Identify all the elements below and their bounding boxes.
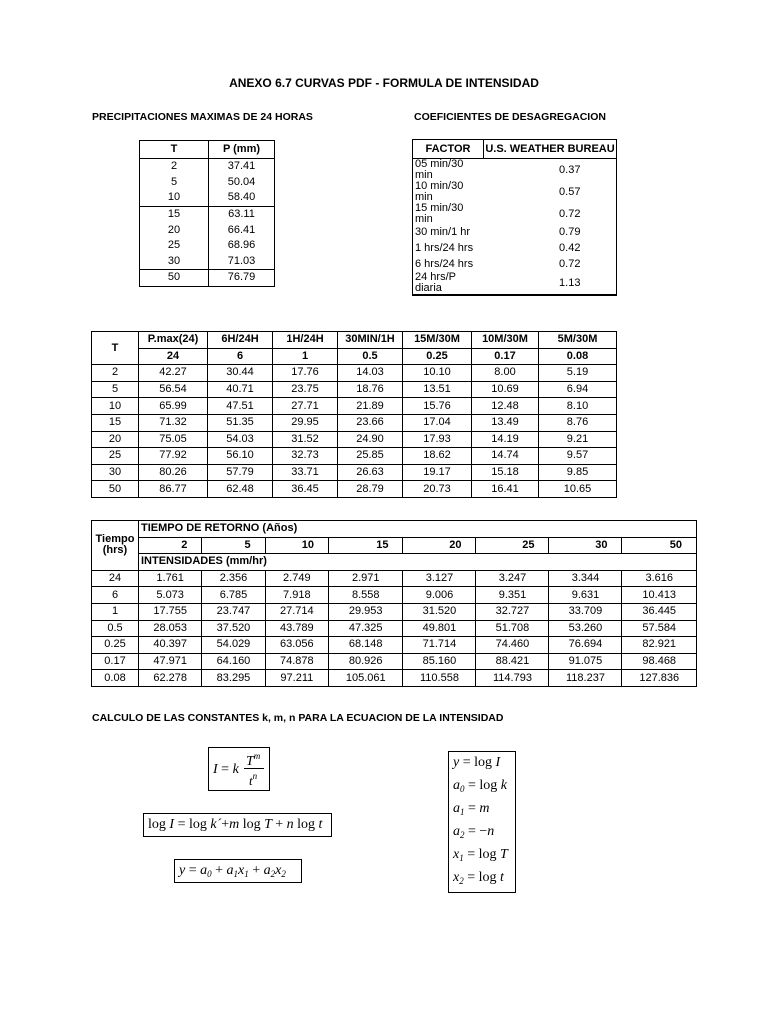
- table-cell: 25: [140, 238, 209, 254]
- intens-table: [91, 520, 697, 687]
- table-cell: 42.27: [139, 365, 208, 382]
- table-cell: 8.10: [539, 398, 617, 415]
- table-cell: 85.160: [403, 653, 476, 670]
- table-cell: 68.96: [209, 238, 275, 254]
- table-cell: 75.05: [139, 431, 208, 448]
- precip-header-t: T: [140, 141, 209, 159]
- table-cell: 30: [140, 254, 209, 270]
- table-cell: 32.73: [273, 448, 338, 465]
- table-row: [92, 670, 697, 687]
- desag-header-5m: 5M/30M: [539, 332, 617, 349]
- table-cell: 56.10: [208, 448, 273, 465]
- coef-header-factor: FACTOR: [413, 140, 484, 159]
- table-cell: 20.73: [403, 481, 472, 498]
- table-cell: 57.79: [208, 464, 273, 481]
- table-cell: 1: [92, 603, 139, 620]
- desag-header-1h: 1H/24H: [273, 332, 338, 349]
- table-cell: 68.148: [328, 637, 402, 654]
- table-row: [92, 431, 617, 448]
- table-row: [92, 570, 697, 587]
- calc-section-title: CALCULO DE LAS CONSTANTES k, m, n PARA LA ECUACION DE LA INTENSIDAD: [92, 712, 504, 724]
- period-header: 25: [476, 537, 549, 554]
- table-cell: 56.54: [139, 381, 208, 398]
- table-row: [140, 190, 275, 206]
- table-row: [140, 175, 275, 191]
- table-row: [92, 464, 617, 481]
- table-cell: 114.793: [476, 670, 549, 687]
- table-cell: 21.89: [338, 398, 403, 415]
- table-subheader: 0.25: [403, 348, 472, 365]
- table-row: [140, 206, 275, 222]
- table-subheader: 24: [139, 348, 208, 365]
- formula-definitions: y = log I $a_0 = \log k$ $a_1 = m$ $a_2 = -n$ $x_1 = \log T$ $x_2 = \log t$: [448, 751, 516, 893]
- table-cell: 15.76: [403, 398, 472, 415]
- table-row: [413, 181, 617, 203]
- intens-header-retorno: TIEMPO DE RETORNO (Años): [139, 521, 697, 538]
- table-cell: 91.075: [549, 653, 622, 670]
- table-cell: 10 min/30 min: [415, 180, 464, 203]
- table-row: [92, 620, 697, 637]
- table-cell: 2: [92, 365, 139, 382]
- table-cell: 13.51: [403, 381, 472, 398]
- table-cell: 3.344: [549, 570, 622, 587]
- table-cell: 40.71: [208, 381, 273, 398]
- table-cell: 30.44: [208, 365, 273, 382]
- table-row: [92, 481, 617, 498]
- table-cell: 0.79: [559, 226, 581, 239]
- table-cell: 40.397: [139, 637, 202, 654]
- table-cell: 0.5: [92, 620, 139, 637]
- table-row: [92, 603, 697, 620]
- page-title: ANEXO 6.7 CURVAS PDF - FORMULA DE INTENSIDAD: [229, 76, 539, 90]
- period-header: 15: [328, 537, 402, 554]
- desag-header-6h: 6H/24H: [208, 332, 273, 349]
- table-row: [413, 203, 617, 225]
- table-cell: 10: [92, 398, 139, 415]
- table-cell: 49.801: [403, 620, 476, 637]
- table-cell: 14.03: [338, 365, 403, 382]
- period-header: 5: [202, 537, 265, 554]
- table-cell: 88.421: [476, 653, 549, 670]
- table-cell: 50: [140, 270, 209, 287]
- table-cell: 71.714: [403, 637, 476, 654]
- table-cell: 76.694: [549, 637, 622, 654]
- table-subheader: 6: [208, 348, 273, 365]
- precip-header-p: P (mm): [209, 141, 275, 159]
- table-cell: 71.03: [209, 254, 275, 270]
- table-cell: 9.006: [403, 587, 476, 604]
- table-cell: 26.63: [338, 464, 403, 481]
- table-cell: 2.971: [328, 570, 402, 587]
- table-cell: 9.85: [539, 464, 617, 481]
- table-cell: 37.41: [209, 159, 275, 175]
- table-cell: 31.52: [273, 431, 338, 448]
- table-cell: 53.260: [549, 620, 622, 637]
- table-cell: 30: [92, 464, 139, 481]
- table-row: [92, 365, 617, 382]
- table-cell: 14.19: [472, 431, 539, 448]
- table-cell: 2.749: [265, 570, 328, 587]
- table-subheader: 0.08: [539, 348, 617, 365]
- desag-header-15m: 15M/30M: [403, 332, 472, 349]
- table-cell: 86.77: [139, 481, 208, 498]
- precip-section-title: PRECIPITACIONES MAXIMAS DE 24 HORAS: [92, 111, 313, 123]
- table-cell: 64.160: [202, 653, 265, 670]
- table-cell: 47.325: [328, 620, 402, 637]
- desag-header-30min: 30MIN/1H: [338, 332, 403, 349]
- coef-table: [412, 139, 617, 296]
- table-cell: 15.18: [472, 464, 539, 481]
- table-cell: 9.21: [539, 431, 617, 448]
- table-cell: 18.62: [403, 448, 472, 465]
- table-cell: 57.584: [622, 620, 697, 637]
- table-cell: 24 hrs/P diaria: [413, 272, 484, 295]
- table-cell: 15: [92, 414, 139, 431]
- table-row: [140, 238, 275, 254]
- table-cell: 6 hrs/24 hrs: [415, 257, 474, 270]
- table-cell: 18.76: [338, 381, 403, 398]
- table-cell: 0.25: [92, 637, 139, 654]
- formula-intensity: I = k $T^m$ $t^n$: [208, 747, 270, 791]
- table-cell: 05 min/30 min: [415, 158, 464, 181]
- table-cell: 13.49: [472, 414, 539, 431]
- desag-table: [91, 331, 617, 498]
- table-cell: 47.51: [208, 398, 273, 415]
- table-row: [92, 637, 697, 654]
- table-cell: 105.061: [328, 670, 402, 687]
- period-header: 20: [403, 537, 476, 554]
- desag-header-pmax: P.max(24): [139, 332, 208, 349]
- table-cell: 8.76: [539, 414, 617, 431]
- table-row: [92, 448, 617, 465]
- table-cell: 6: [92, 587, 139, 604]
- table-cell: 127.836: [622, 670, 697, 687]
- table-cell: 0.57: [559, 185, 581, 198]
- table-cell: 82.921: [622, 637, 697, 654]
- table-cell: 1.761: [139, 570, 202, 587]
- table-cell: 71.32: [139, 414, 208, 431]
- table-cell: 0.17: [92, 653, 139, 670]
- table-cell: 15 min/30 min: [415, 202, 464, 225]
- precip-table: [139, 140, 275, 287]
- table-cell: 20: [92, 431, 139, 448]
- table-row: [140, 270, 275, 287]
- table-cell: 32.727: [476, 603, 549, 620]
- table-cell: 19.17: [403, 464, 472, 481]
- intens-tiempo-label: Tiempo (hrs): [95, 533, 135, 557]
- table-cell: 27.71: [273, 398, 338, 415]
- table-cell: 27.714: [265, 603, 328, 620]
- table-cell: 58.40: [209, 190, 275, 206]
- table-cell: 54.03: [208, 431, 273, 448]
- table-row: [140, 159, 275, 175]
- table-cell: 6.94: [539, 381, 617, 398]
- table-cell: 62.278: [139, 670, 202, 687]
- table-cell: 83.295: [202, 670, 265, 687]
- table-row: [92, 587, 697, 604]
- table-subheader: 1: [273, 348, 338, 365]
- table-row: [413, 159, 617, 182]
- table-cell: 74.460: [476, 637, 549, 654]
- intens-header-intensidades: INTENSIDADES (mm/hr): [139, 554, 697, 571]
- table-cell: 17.76: [273, 365, 338, 382]
- table-cell: 24.90: [338, 431, 403, 448]
- period-header: 10: [265, 537, 328, 554]
- table-cell: 28.053: [139, 620, 202, 637]
- period-header: 50: [622, 537, 697, 554]
- table-cell: 30 min/1 hr: [415, 226, 471, 239]
- table-cell: 66.41: [209, 222, 275, 238]
- table-row: [92, 414, 617, 431]
- table-cell: 7.918: [265, 587, 328, 604]
- table-cell: 5: [92, 381, 139, 398]
- table-cell: 80.26: [139, 464, 208, 481]
- table-row: [140, 254, 275, 270]
- table-cell: 98.468: [622, 653, 697, 670]
- table-cell: 6.785: [202, 587, 265, 604]
- table-cell: 5.073: [139, 587, 202, 604]
- period-header: 2: [139, 537, 202, 554]
- table-cell: 10.10: [403, 365, 472, 382]
- table-cell: 15: [140, 206, 209, 222]
- table-row: [140, 222, 275, 238]
- table-cell: 0.08: [92, 670, 139, 687]
- table-cell: 0.37: [559, 163, 581, 176]
- table-cell: 14.74: [472, 448, 539, 465]
- table-cell: 33.71: [273, 464, 338, 481]
- period-header: 30: [549, 537, 622, 554]
- table-cell: 9.631: [549, 587, 622, 604]
- table-cell: 9.351: [476, 587, 549, 604]
- table-cell: 17.93: [403, 431, 472, 448]
- table-cell: 77.92: [139, 448, 208, 465]
- table-cell: 97.211: [265, 670, 328, 687]
- table-cell: 50.04: [209, 175, 275, 191]
- table-cell: 5: [140, 175, 209, 191]
- table-cell: 2: [140, 159, 209, 175]
- table-cell: 25: [92, 448, 139, 465]
- table-cell: 12.48: [472, 398, 539, 415]
- table-cell: 62.48: [208, 481, 273, 498]
- table-cell: 16.41: [472, 481, 539, 498]
- table-row: [413, 272, 617, 295]
- coef-section-title: COEFICIENTES DE DESAGREGACION: [414, 111, 606, 123]
- table-cell: 37.520: [202, 620, 265, 637]
- table-cell: 65.99: [139, 398, 208, 415]
- table-cell: 20: [140, 222, 209, 238]
- table-cell: 23.66: [338, 414, 403, 431]
- table-cell: 51.35: [208, 414, 273, 431]
- table-cell: 118.237: [549, 670, 622, 687]
- table-cell: 17.755: [139, 603, 202, 620]
- table-cell: 25.85: [338, 448, 403, 465]
- table-cell: 28.79: [338, 481, 403, 498]
- formula-linear: $y = a_0 + a_1x_1 + a_2x_2$: [174, 859, 302, 883]
- table-cell: 3.127: [403, 570, 476, 587]
- formula-log: log I = log k´+m log T + n log t: [143, 813, 332, 837]
- table-row: [92, 381, 617, 398]
- table-cell: 10.65: [539, 481, 617, 498]
- table-cell: 50: [92, 481, 139, 498]
- table-cell: 3.247: [476, 570, 549, 587]
- table-cell: 110.558: [403, 670, 476, 687]
- table-cell: 5.19: [539, 365, 617, 382]
- table-cell: 36.45: [273, 481, 338, 498]
- table-cell: 10.413: [622, 587, 697, 604]
- table-cell: 2.356: [202, 570, 265, 587]
- table-cell: 3.616: [622, 570, 697, 587]
- table-cell: 63.056: [265, 637, 328, 654]
- table-row: [92, 653, 697, 670]
- table-cell: 51.708: [476, 620, 549, 637]
- table-row: [413, 225, 617, 241]
- table-cell: 17.04: [403, 414, 472, 431]
- coef-header-bureau: U.S. WEATHER BUREAU: [484, 140, 617, 159]
- desag-header-t: T: [92, 332, 139, 365]
- table-row: [92, 398, 617, 415]
- table-cell: 10.69: [472, 381, 539, 398]
- table-subheader: 0.17: [472, 348, 539, 365]
- table-cell: 9.57: [539, 448, 617, 465]
- table-cell: 54.029: [202, 637, 265, 654]
- table-cell: 47.971: [139, 653, 202, 670]
- table-cell: 63.11: [209, 206, 275, 222]
- table-cell: 36.445: [622, 603, 697, 620]
- table-cell: 74.878: [265, 653, 328, 670]
- table-cell: 0.42: [559, 242, 581, 255]
- table-cell: 1.13: [484, 272, 617, 295]
- table-cell: 31.520: [403, 603, 476, 620]
- table-cell: 1 hrs/24 hrs: [415, 242, 474, 255]
- table-cell: 33.709: [549, 603, 622, 620]
- table-cell: 23.75: [273, 381, 338, 398]
- table-cell: 23.747: [202, 603, 265, 620]
- table-cell: 8.00: [472, 365, 539, 382]
- table-cell: 29.953: [328, 603, 402, 620]
- table-row: [413, 241, 617, 257]
- table-cell: 10: [140, 190, 209, 206]
- table-cell: 43.789: [265, 620, 328, 637]
- table-cell: 29.95: [273, 414, 338, 431]
- table-row: [413, 256, 617, 272]
- desag-header-10m: 10M/30M: [472, 332, 539, 349]
- table-cell: 76.79: [209, 270, 275, 287]
- table-cell: 80.926: [328, 653, 402, 670]
- table-cell: 24: [92, 570, 139, 587]
- table-cell: 8.558: [328, 587, 402, 604]
- table-cell: 0.72: [559, 257, 581, 270]
- table-subheader: 0.5: [338, 348, 403, 365]
- table-cell: 0.72: [559, 207, 581, 220]
- intens-header-tiempo: [92, 521, 139, 571]
